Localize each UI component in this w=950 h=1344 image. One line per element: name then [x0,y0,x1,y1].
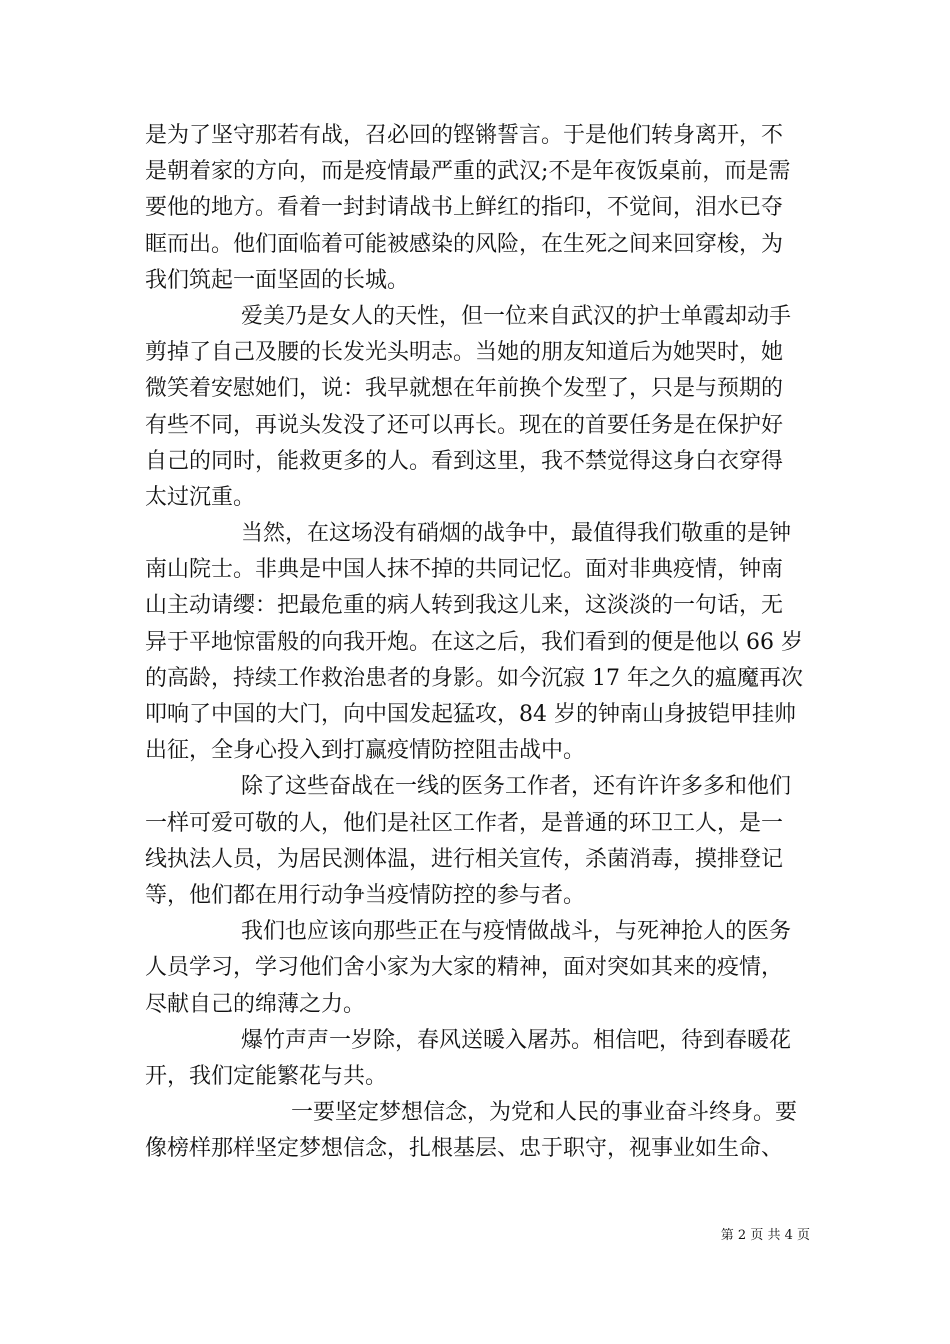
text-line: 山主动请缨：把最危重的病人转到我这儿来，这淡淡的一句话，无 [145,593,784,619]
text-line: 当然，在这场没有硝烟的战争中，最值得我们敬重的是钟 [241,521,792,547]
text-line: 是为了坚守那若有战，召必回的铿锵誓言。于是他们转身离开，不 [145,123,784,148]
text-line: 人员学习，学习他们舍小家为大家的精神，面对突如其来的疫情， [145,955,784,981]
text-line: 爱美乃是女人的天性，但一位来自武汉的护士单霞却动手 [241,303,792,329]
text-line: 异于平地惊雷般的向我开炮。在这之后，我们看到的便是他以 66 岁 [145,629,803,655]
document-body [145,118,810,1167]
text-line: 自己的同时，能救更多的人。看到这里，我不禁觉得这身白衣穿得 [145,448,784,474]
text-line: 开，我们定能繁花与共。 [145,1063,388,1089]
paragraph-2 [145,299,810,516]
page-number: 第 2 页 共 4 页 [720,1228,810,1243]
paragraph-6 [145,1023,810,1095]
paragraph-5 [145,914,810,1023]
text-line: 出征，全身心投入到打赢疫情防控阻击战中。 [145,738,586,764]
paragraph-7 [145,1095,810,1167]
text-line: 爆竹声声一岁除，春风送暖入屠苏。相信吧，待到春暖花 [241,1027,792,1053]
text-line: 我们也应该向那些正在与疫情做战斗，与死神抢人的医务 [241,919,792,945]
text-line: 的高龄，持续工作救治患者的身影。如今沉寂 17 年之久的瘟魔再次 [145,665,803,691]
text-line: 南山院士。非典是中国人抹不掉的共同记忆。面对非典疫情，钟南 [145,557,784,583]
paragraph-4 [145,769,810,914]
text-line: 等，他们都在用行动争当疫情防控的参与者。 [145,882,586,908]
text-line: 一要坚定梦想信念，为党和人民的事业奋斗终身。要 [291,1100,798,1126]
text-line: 一样可爱可敬的人，他们是社区工作者，是普通的环卫工人，是一 [145,810,784,836]
text-line: 微笑着安慰她们，说：我早就想在年前换个发型了，只是与预期的 [145,376,784,402]
text-line: 我们筑起一面坚固的长城。 [145,267,410,293]
text-line: 尽献自己的绵薄之力。 [145,991,366,1017]
paragraph-1 [145,118,810,299]
paragraph-3 [145,516,810,769]
text-line: 剪掉了自己及腰的长发光头明志。当她的朋友知道后为她哭时，她 [145,340,784,366]
text-line: 太过沉重。 [145,484,256,510]
text-line: 线执法人员，为居民测体温，进行相关宣传，杀菌消毒，摸排登记 [145,846,784,872]
text-line: 有些不同，再说头发没了还可以再长。现在的首要任务是在保护好 [145,412,784,438]
text-line: 是朝着家的方向，而是疫情最严重的武汉;不是年夜饭桌前，而是需 [145,159,791,185]
text-line: 除了这些奋战在一线的医务工作者，还有许许多多和他们 [241,774,792,800]
text-line: 像榜样那样坚定梦想信念，扎根基层、忠于职守，视事业如生命、 [145,1136,784,1162]
text-line: 眶而出。他们面临着可能被感染的风险，在生死之间来回穿梭，为 [145,231,784,257]
text-line: 叩响了中国的大门，向中国发起猛攻，84 岁的钟南山身披铠甲挂帅 [145,702,796,727]
text-line: 要他的地方。看着一封封请战书上鲜红的指印，不觉间，泪水已夺 [145,195,784,221]
